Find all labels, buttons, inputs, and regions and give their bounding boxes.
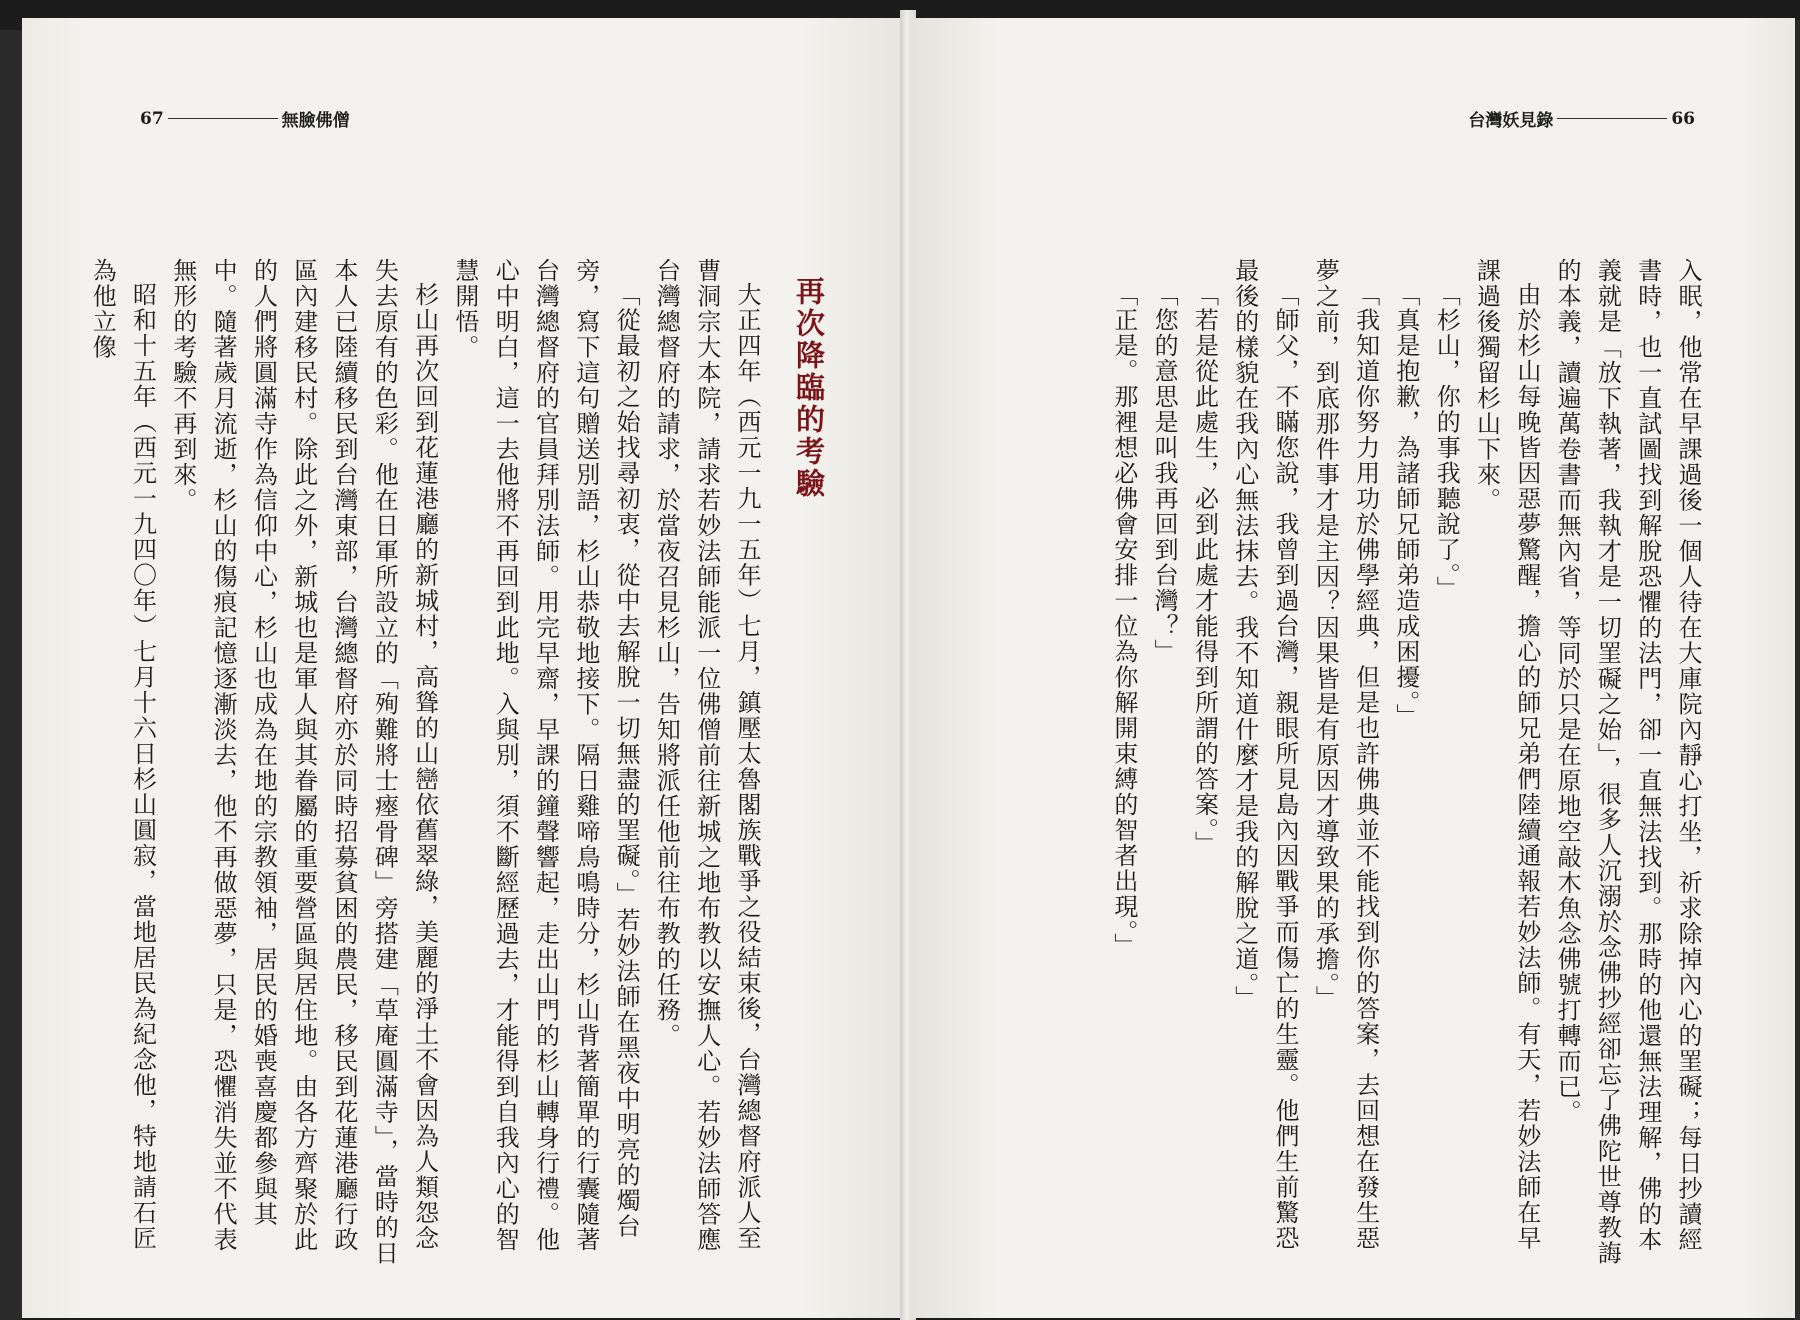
header-rule xyxy=(1557,118,1667,119)
dialogue-line: 「杉山，你的事我聽說了。」 xyxy=(1432,282,1461,602)
dialogue-line: 「您的意思是叫我再回到台灣？」 xyxy=(1150,282,1179,665)
paragraph: 「從最初之始找尋初衷，從中去解脫一切無盡的罣礙。」若妙法師在黑夜中明亮的燭台旁，寫下這句贈送別語，杉山恭敬地接下。隔日雞啼鳥鳴時分，杉山背著簡單的行囊隨著台灣總督府的官員拜別法師。用完早齋，早課的鐘聲響起，走出山門的杉山轉身行禮。他心中明白，這一去他將不再回到此地。入與別，須不斷經歷過去，才能得到自我內心的智慧開悟。 xyxy=(450,258,641,1253)
right-page xyxy=(910,18,1795,1318)
left-page xyxy=(22,18,908,1318)
page-number: 67 xyxy=(140,108,164,129)
dialogue-line: 「若是從此處生，必到此處才能得到所謂的答案。」 xyxy=(1190,282,1219,857)
paragraph: 大正四年（西元一九一五年）七月，鎮壓太魯閣族戰爭之役結束後，台灣總督府派人至曹洞宗大本院，請求若妙法師能派一位佛僧前往新城之地布教以安撫人心。若妙法師答應台灣總督府的請求，於當夜召見杉山，告知將派任他前往布教的任務。 xyxy=(652,258,761,1253)
section-heading: 再次降臨的考驗 xyxy=(792,276,826,500)
right-body-text xyxy=(1109,258,1708,1268)
dialogue-line: 「真是抱歉，為諸師兄師弟造成困擾。」 xyxy=(1391,282,1420,729)
paragraph: 昭和十五年（西元一九四〇年）七月十六日杉山圓寂，當地居民為紀念他，特地請石匠為他立像 xyxy=(88,258,157,1251)
right-running-head xyxy=(1468,106,1695,131)
running-title: 台灣妖見錄 xyxy=(1468,111,1554,131)
left-running-head xyxy=(140,106,350,131)
paragraph: 入眠，他常在早課過後一個人待在大庫院內靜心打坐，祈求除掉內心的罣礙；每日抄讀經書時，也一直試圖找到解脫恐懼的法門，卻一直無法找到。那時的他還無法理解，佛的本義就是「放下執著，我執才是一切罣礙之始」，很多人沉溺於念佛抄經卻忘了佛陀世尊教誨的本義，讀遍萬卷書而無內省，等同於只是在原地空敲木魚念佛號打轉而已。 xyxy=(1553,258,1702,1266)
dialogue-line: 「師父，不瞞您說，我曾到過台灣，親眼所見島內因戰爭而傷亡的生靈。他們生前驚恐最後的樣貌在我內心無法抹去。我不知道什麼才是我的解脫之道。」 xyxy=(1230,258,1300,1251)
paragraph: 由於杉山每晚皆因惡夢驚醒，擔心的師兄弟們陸續通報若妙法師。有天，若妙法師在早課過後獨留杉山下來。 xyxy=(1472,258,1541,1251)
dialogue-line: 「正是。那裡想必佛會安排一位為你解開束縛的智者出現。」 xyxy=(1109,282,1138,959)
paragraph: 杉山再次回到花蓮港廳的新城村，高聳的山巒依舊翠綠，美麗的淨土不會因為人類怨念失去原有的色彩。他在日軍所設立的「殉難將士瘞骨碑」旁搭建「草庵圓滿寺」，當時的日本人已陸續移民到台灣東部，台灣總督府亦於同時招募貧困的農民，移民到花蓮港廳行政區內建移民村。除此之外，新城也是軍人與其眷屬的重要營區與居住地。由各方齊聚於此的人們將圓滿寺作為信仰中心，杉山也成為在地的宗教領袖，居民的婚喪喜慶都參與其中。隨著歲月流逝，杉山的傷痕記憶逐漸淡去，他不再做惡夢，只是，恐懼消失並不代表無形的考驗不再到來。 xyxy=(168,258,439,1266)
book-edge-left xyxy=(0,30,22,1320)
page-number: 66 xyxy=(1671,108,1695,129)
running-title: 無臉佛僧 xyxy=(281,111,350,131)
header-rule xyxy=(168,118,278,119)
dialogue-line: 「我知道你努力用功於佛學經典，但是也許佛典並不能找到你的答案，去回想在發生惡夢之前，到底那件事才是主因？因果皆是有原因才導致果的承擔。」 xyxy=(1311,258,1380,1251)
left-body-text xyxy=(88,258,829,1268)
